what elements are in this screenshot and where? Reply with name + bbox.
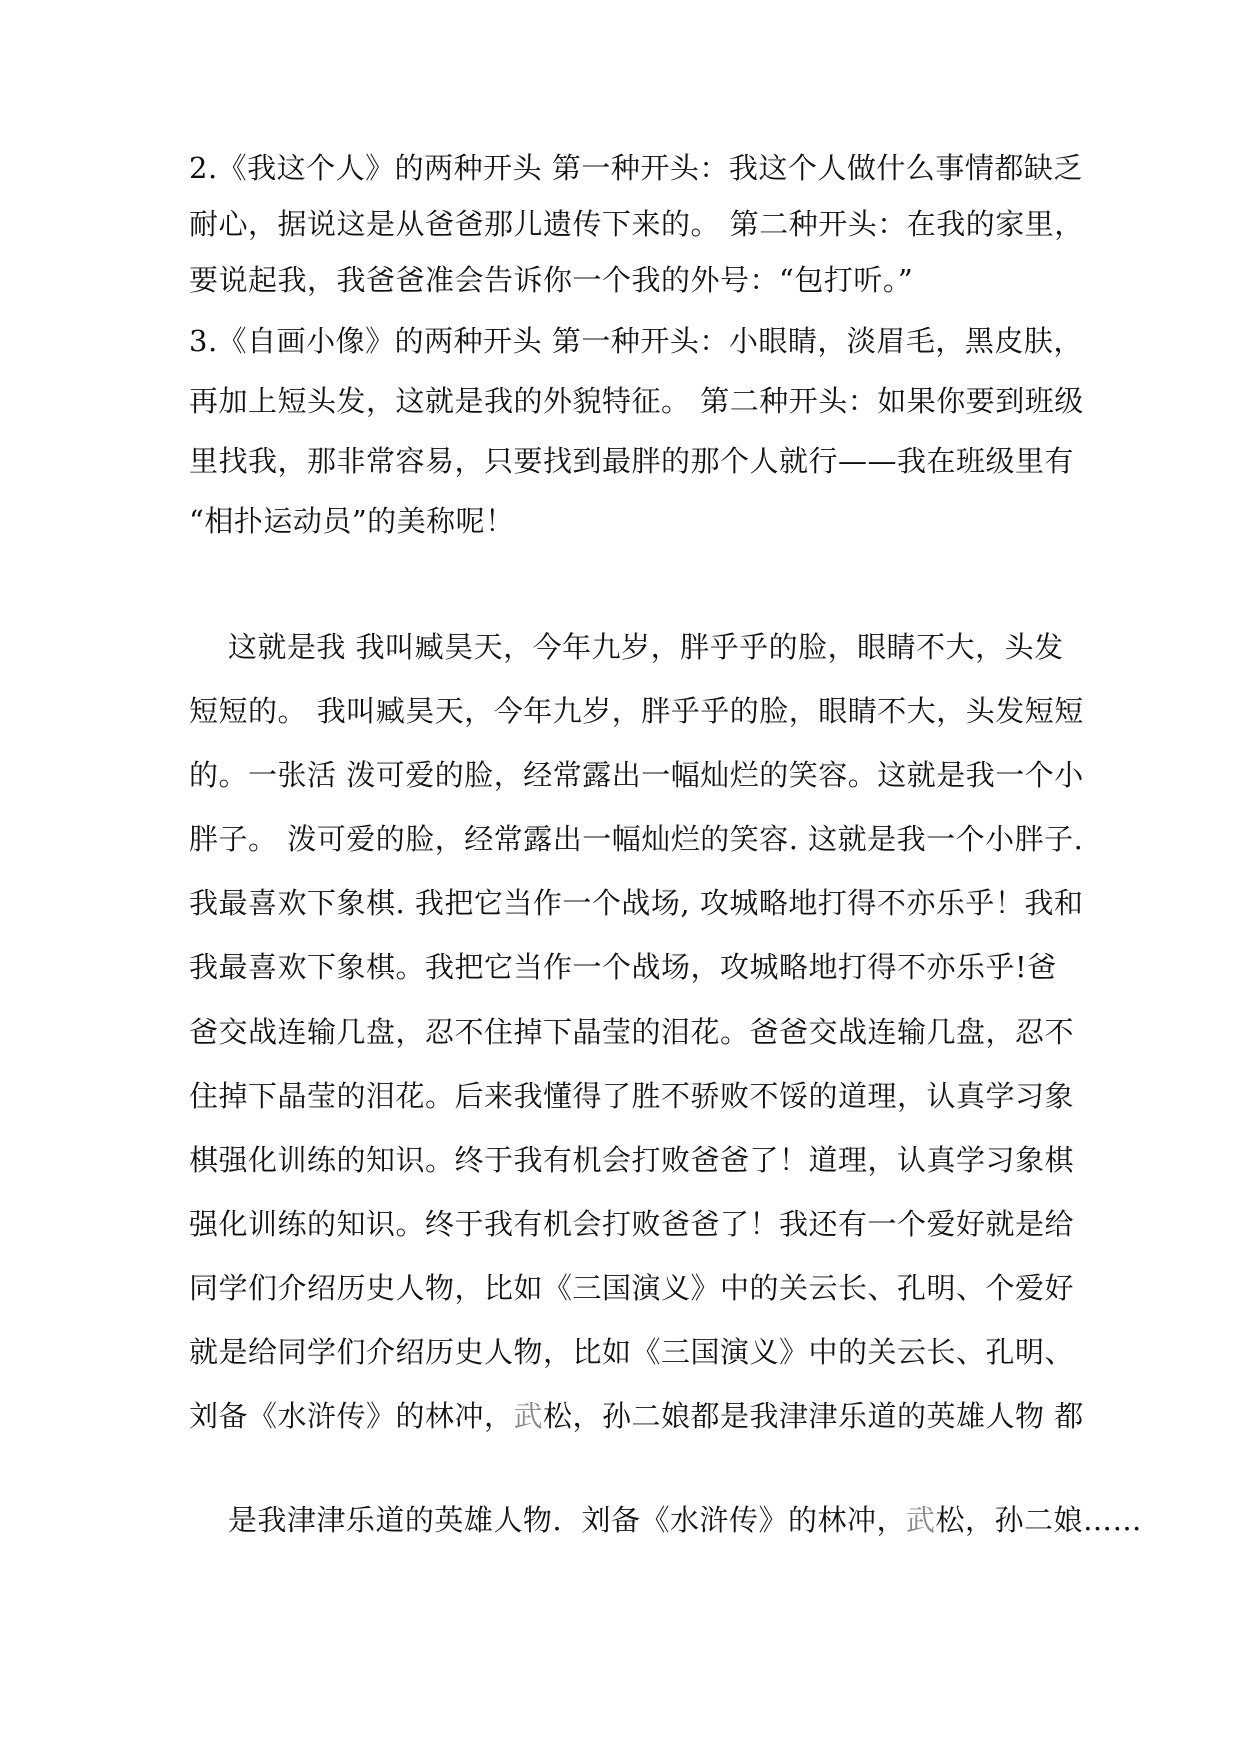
- faded-glyph: 武: [513, 1399, 544, 1433]
- essay-line-13: [189, 1396, 1084, 1436]
- faded-glyph: 武: [906, 1503, 936, 1537]
- opening-line-1: 2.《我这个人》的两种开头 第一种开头：我这个人做什么事情都缺乏: [189, 151, 1083, 185]
- essay-line-14-end: 松，孙二娘……: [935, 1503, 1143, 1537]
- essay-line-7: 爸交战连输几盘，忍不住掉下晶莹的泪花。爸爸交战连输几盘，忍不: [189, 1015, 1075, 1049]
- opening-line-5: 再加上短头发，这就是我的外貌特征。 第二种开头：如果你要到班级: [189, 384, 1084, 418]
- opening-line-7: “相扑运动员”的美称呢！: [189, 504, 515, 538]
- opening-line-3: 要说起我，我爸爸准会告诉你一个我的外号：“包打听。”: [189, 263, 914, 297]
- essay-line-1: 这就是我 我叫臧昊天，今年九岁，胖乎乎的脸，眼睛不大，头发: [189, 630, 1064, 664]
- essay-line-12: 就是给同学们介绍历史人物，比如《三国演义》中的关云长、孔明、: [189, 1335, 1075, 1369]
- essay-line-5: 我最喜欢下象棋. 我把它当作一个战场, 攻城略地打得不亦乐乎！我和: [189, 886, 1084, 920]
- essay-line-6: 我最喜欢下象棋。我把它当作一个战场，攻城略地打得不亦乐乎!爸: [189, 950, 1057, 984]
- opening-line-6: 里找我，那非常容易，只要找到最胖的那个人就行——我在班级里有: [189, 444, 1075, 478]
- essay-line-4: 胖子。 泼可爱的脸，经常露出一幅灿烂的笑容. 这就是我一个小胖子.: [189, 822, 1084, 856]
- essay-line-2: 短短的。 我叫臧昊天，今年九岁，胖乎乎的脸，眼睛不大，头发短短: [189, 694, 1084, 728]
- opening-line-4: 3.《自画小像》的两种开头 第一种开头：小眼睛，淡眉毛，黑皮肤，: [189, 324, 1083, 358]
- essay-line-14-start: 是我津津乐道的英雄人物. 刘备《水浒传》的林冲，: [227, 1503, 907, 1537]
- opening-line-2: 耐心，据说这是从爸爸那儿遗传下来的。 第二种开头：在我的家里，: [189, 207, 1084, 241]
- essay-line-8: 住掉下晶莹的泪花。后来我懂得了胜不骄败不馁的道理，认真学习象: [189, 1079, 1075, 1113]
- essay-line-3: 的。一张活 泼可爱的脸，经常露出一幅灿烂的笑容。这就是我一个小: [189, 758, 1084, 792]
- essay-line-14: [189, 1460, 1142, 1580]
- essay-line-11: 同学们介绍历史人物，比如《三国演义》中的关云长、孔明、个爱好: [189, 1271, 1075, 1305]
- essay-line-10: 强化训练的知识。终于我有机会打败爸爸了！我还有一个爱好就是给: [189, 1207, 1075, 1241]
- essay-line-13-start: 刘备《水浒传》的林冲，: [189, 1399, 514, 1433]
- essay-line-13-end: 松，孙二娘都是我津津乐道的英雄人物 都: [543, 1399, 1084, 1433]
- essay-line-9: 棋强化训练的知识。终于我有机会打败爸爸了！道理，认真学习象棋: [189, 1143, 1075, 1177]
